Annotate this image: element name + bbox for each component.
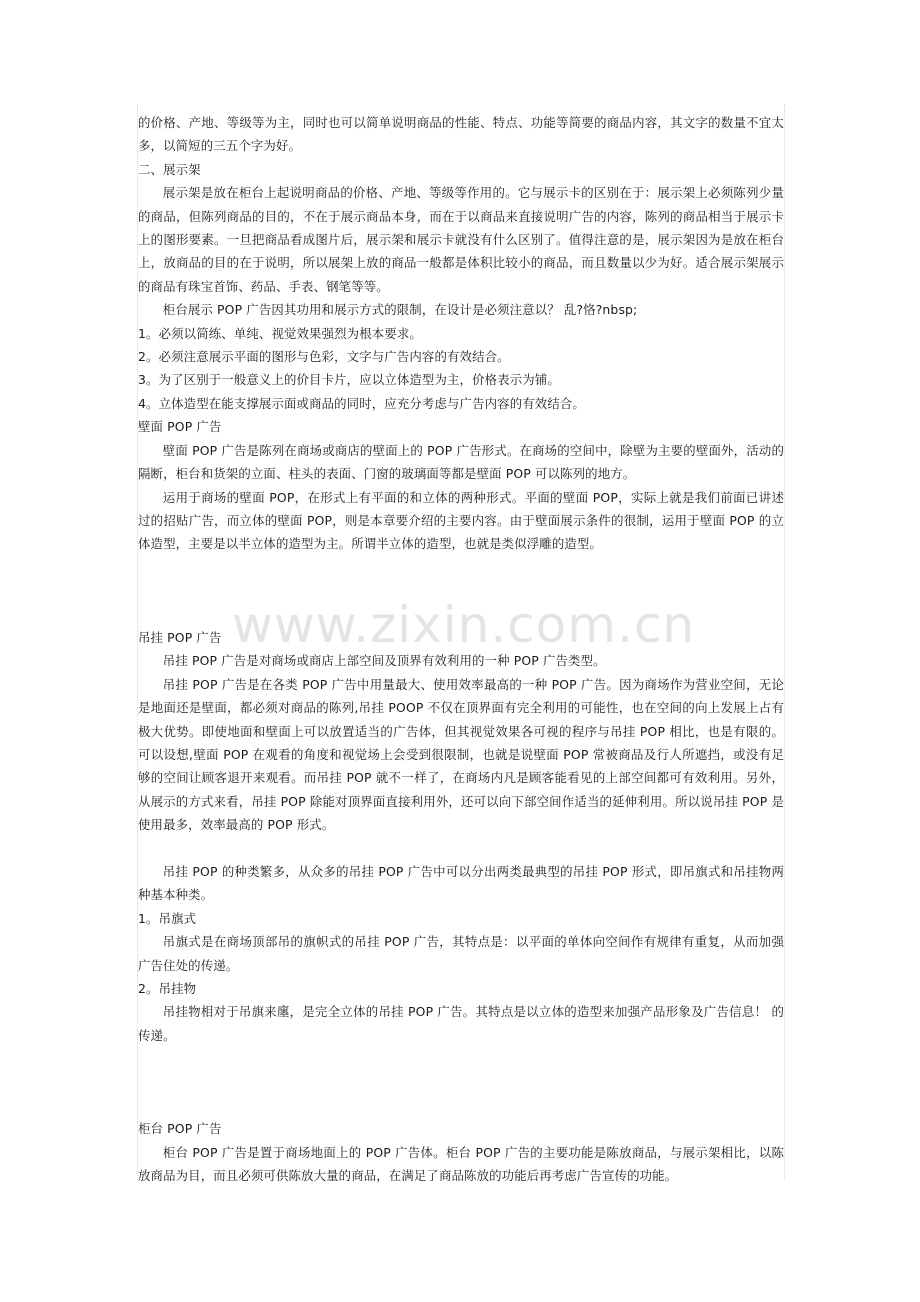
blank-line: [138, 603, 784, 626]
paragraph: 吊挂 POP 的种类繁多，从众多的吊挂 POP 广告中可以分出两类最典型的吊挂 POP 形式，即吊旗式和吊挂物两种基本种类。: [138, 863, 784, 903]
paragraph: 吊挂物相对于吊旗来廛，是完全立体的吊挂 POP 广告。其特点是以立体的造型来加强产品形象及广告信息！ 的传递。: [138, 1004, 784, 1043]
heading-line: 3。为了区别于一般意义上的价目卡片，应以立体造型为主，价格表示为铺。: [138, 372, 560, 388]
heading-line: 1。必须以简练、单纯、视觉效果强烈为根本要求。: [138, 325, 422, 341]
paragraph: 吊挂 POP 广告是对商场或商店上部空间及顶界有效利用的一种 POP 广告类型。: [162, 653, 606, 669]
blank-line: [138, 556, 784, 579]
heading-line: 1。吊旗式: [138, 910, 197, 926]
heading-line: 吊挂 POP 广告: [138, 629, 222, 645]
heading-line: 的价格、产地、等级等为主，同时也可以简单说明商品的性能、特点、功能等简要的商品内容，其文字的数量不宜太多，以简短的三五个字为好。: [138, 115, 784, 154]
blank-line: [138, 1094, 784, 1117]
paragraph: 壁面 POP 广告是陈列在商场或商店的壁面上的 POP 广告形式。在商场的空间中，除壁为主要的壁面外，活动的隔断，柜台和货架的立面、柱头的表面、门窗的玻璃面等都是壁面 POP 可以陈列的地方。: [138, 442, 784, 482]
blank-line: [138, 1071, 784, 1094]
heading-line: 柜台 POP 广告: [138, 1121, 222, 1137]
heading-line: 2。吊挂物: [138, 980, 197, 996]
document-body: [138, 111, 784, 1188]
paragraph: 柜台展示 POP 广告因其功用和展示方式的限制，在设计是必须注意以？ 乱?恪?nbsp;: [162, 302, 638, 318]
blank-line: [138, 579, 784, 602]
paragraph: 运用于商场的壁面 POP，在形式上有平面的和立体的两种形式。平面的壁面 POP，实际上就是我们前面已讲述过的招贴广告，而立体的壁面 POP，则是本章要介绍的主要内容。由于壁面展示条件的很制，运用于壁面 POP 的立体造型，主要是以半立体的造型为主。所谓半立体的造型，也就是类似浮雕的造型。: [138, 489, 784, 552]
paragraph: 柜台 POP 广告是置于商场地面上的 POP 广告体。柜台 POP 广告的主要功能是陈放商品，与展示架相比，以陈放商品为目，而且必须可供陈放大量的商品，在满足了商品陈放的功能后再考虑广告宣传的功能。: [138, 1144, 784, 1184]
watermark: www.zixin.com.cn: [232, 596, 696, 654]
heading-line: 4。立体造型在能支撑展示面或商品的同时，应充分考虑与广告内容的有效结合。: [138, 395, 585, 411]
heading-line: 壁面 POP 广告: [138, 419, 222, 435]
blank-line: [138, 1047, 784, 1070]
blank-line: [138, 837, 784, 860]
paragraph: 吊旗式是在商场顶部吊的旗帜式的吊挂 POP 广告，其特点是：以平面的单体向空间作有规律有重复，从而加强广告住处的传递。: [138, 934, 784, 973]
heading-line: 二、展示架: [138, 161, 201, 177]
paragraph: 吊挂 POP 广告是在各类 POP 广告中用量最大、使用效率最高的一种 POP 广告。因为商场作为营业空间，无论是地面还是壁面，都必须对商品的陈列,吊挂 POOP 不仅在顶界面有完全利用的可能性，也在空间的向上发展上占有极大优势。即使地面和壁面上可以放置适当的广告体，但其视觉效果各可视的程序与吊挂 POP 相比，也是有限的。可以设想,壁面 POP 在观看的角度和视觉场上会受到很限制，也就是说壁面 POP 常被商品及行人所遮挡，或没有足够的空间让顾客退开来观看。而吊挂 POP 就不一样了，在商场内凡是顾客能看见的上部空间都可有效利用。另外，从展示的方式来看，吊挂 POP 除能对顶界面直接利用外，还可以向下部空间作适当的延伸利用。所以说吊挂 POP 是使用最多，效率最高的 POP 形式。: [138, 676, 784, 833]
heading-line: 2。必须注意展示平面的图形与色彩，文字与广告内容的有效结合。: [138, 349, 510, 365]
paragraph: 展示架是放在柜台上起说明商品的价格、产地、等级等作用的。它与展示卡的区别在于：展示架上必须陈列少量的商品，但陈列商品的目的，不在于展示商品本身，而在于以商品来直接说明广告的内容，陈列的商品相当于展示卡上的图形要素。一旦把商品看成图片后，展示架和展示卡就没有什么区别了。值得注意的是，展示架因为是放在柜台上，放商品的目的在于说明，所以展架上放的商品一般都是体积比较小的商品，而且数量以少为好。适合展示架展示的商品有珠宝首饰、药品、手表、钢笔等等。: [138, 185, 784, 294]
